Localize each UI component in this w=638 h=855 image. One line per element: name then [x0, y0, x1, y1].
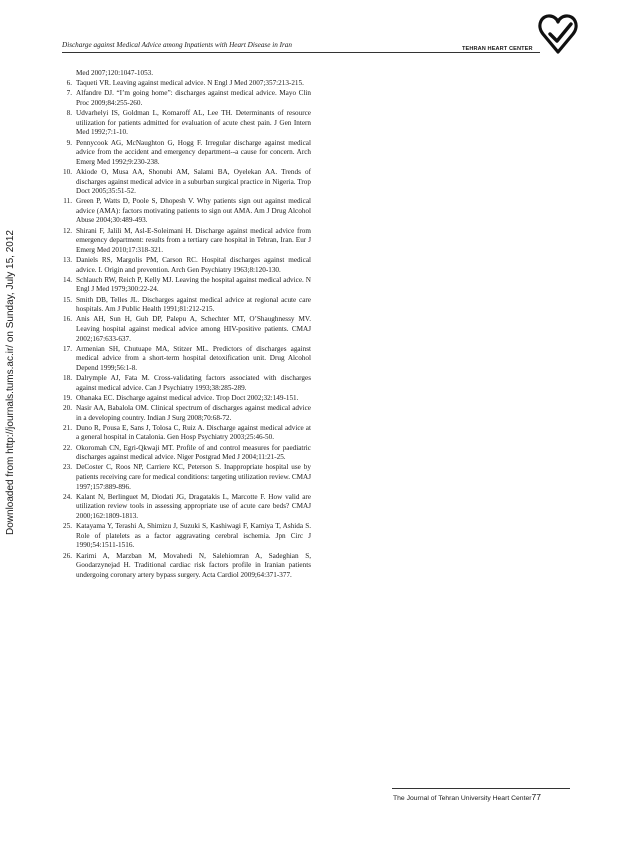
reference-number: 9. — [66, 138, 72, 147]
reference-text: Shirani F, Jalili M, Asl-E-Soleimani H. Discharge against medical advice from emergency department: results from a tertiary care hospital in Tehran, Iran. Eur J Emerg Med 2010;17:318-321. — [76, 226, 311, 254]
reference-number: 21. — [63, 423, 72, 432]
reference-item — [50, 552, 311, 581]
reference-text: Katayama Y, Terashi A, Shimizu J, Suzuki S, Kashiwagi F, Kamiya T, Ashida S. Role of platelets as a factor aggravating cerebral ischemia. Jpn Circ J 1990;54:1511-1516. — [76, 522, 311, 550]
reference-number: 16. — [63, 315, 72, 324]
reference-text: Anis AH, Sun H, Guh DP, Palepu A, Schechter MT, O’Shaughnessy MV. Leaving hospital against medical advice among HIV-positive patients. CMAJ 2002;167:633-637. — [76, 315, 311, 343]
reference-text: Ohanaka EC. Discharge against medical advice. Trop Doct 2002;32:149-151. — [76, 393, 299, 402]
center-label: TEHRAN HEART CENTER — [462, 46, 533, 52]
reference-text: Daniels RS, Margolis PM, Carson RC. Hospital discharges against medical advice. I. Origin and prevention. Arch Gen Psychiatry 1963;8:120-130. — [76, 256, 311, 274]
reference-number: 10. — [63, 167, 72, 176]
reference-item — [50, 256, 311, 275]
reference-list — [50, 69, 311, 581]
reference-item — [50, 89, 311, 108]
reference-item — [50, 197, 311, 226]
reference-number — [50, 69, 76, 79]
reference-text: Duno R, Pousa E, Sans J, Tolosa C, Ruiz A. Discharge against medical advice at a general hospital in Catalonia. Gen Hosp Psychiatry 2003;25:46-50. — [76, 423, 311, 442]
download-side-note: Downloaded from http://journals.tums.ac.ir/ on Sunday, July 15, 2012 — [5, 230, 16, 535]
reference-item — [50, 345, 311, 374]
reference-text: Alfandre DJ. “I’m going home”: discharges against medical advice. Mayo Clin Proc 2009;84:255-260. — [76, 89, 311, 107]
reference-item — [50, 404, 311, 423]
reference-item — [50, 444, 311, 463]
reference-number: 19. — [63, 393, 72, 402]
reference-number: 23. — [63, 463, 72, 472]
heart-check-logo-icon — [538, 12, 578, 56]
reference-item — [50, 296, 311, 315]
reference-item — [50, 493, 311, 522]
footer — [393, 792, 541, 802]
reference-text: Smith DB, Telles JL. Discharges against medical advice at regional acute care hospitals. Am J Public Health 1991;81:212-215. — [76, 295, 311, 314]
reference-number: 7. — [66, 89, 72, 98]
header-rule — [62, 52, 540, 53]
reference-number: 20. — [63, 404, 72, 413]
running-title: Discharge against Medical Advice among Inpatients with Heart Disease in Iran — [62, 41, 292, 49]
reference-item — [50, 463, 311, 492]
reference-number: 24. — [63, 492, 72, 501]
reference-number: 14. — [63, 275, 72, 284]
reference-number: 17. — [63, 344, 72, 353]
reference-number: 11. — [63, 197, 72, 206]
reference-text: Dalrymple AJ, Fata M. Cross-validating factors associated with discharges against medical advice. Can J Psychiatry 1993;38:285-289. — [76, 374, 311, 392]
reference-item — [50, 139, 311, 168]
reference-text: Armenian SH, Chutuape MA, Stitzer ML. Predictors of discharges against medical advice from a short-term hospital detoxification unit. Drug Alcohol Depend 1999;56:1-8. — [76, 344, 311, 372]
reference-item — [50, 276, 311, 295]
reference-text: Med 2007;120:1047-1053. — [76, 69, 154, 77]
reference-item — [50, 79, 311, 89]
reference-item — [50, 522, 311, 551]
reference-number: 22. — [63, 443, 72, 452]
reference-text: Udvarhelyi IS, Goldman L, Komaroff AL, Lee TH. Determinants of resource utilization for patients admitted for evaluation of acute chest pain. J Gen Intern Med 1992;7:1-10. — [76, 109, 311, 137]
reference-text: Akiode O, Musa AA, Shonubi AM, Salami BA, Oyelekan AA. Trends of discharges against medical advice in a suburban surgical practice in Nigeria. Trop Doct 2005;35:51-52. — [76, 167, 311, 196]
reference-number: 13. — [63, 256, 72, 265]
footer-rule — [392, 788, 570, 789]
reference-number: 6. — [66, 79, 72, 88]
reference-item — [50, 424, 311, 443]
reference-number: 15. — [63, 295, 72, 304]
reference-number: 18. — [63, 374, 72, 383]
reference-text: Nasir AA, Babalola OM. Clinical spectrum of discharges against medical advice in a developing country. Indian J Surg 2008;70:68-72. — [76, 404, 311, 422]
reference-text: Kalant N, Berlinguet M, Diodati JG, Dragatakis L, Marcotte F. How valid are utilization review tools in assessing appropriate use of acute care beds? CMAJ 2000;162:1809-1813. — [76, 492, 311, 520]
reference-item — [50, 69, 311, 79]
reference-item — [50, 394, 311, 404]
reference-text: Okoromah CN, Egri-Qkwaji MT. Profile of and control measures for paediatric discharges against medical advice. Niger Postgrad Med J 2004;11:21-25. — [76, 443, 311, 462]
reference-text: Schlauch RW, Reich P, Kelly MJ. Leaving the hospital against medical advice. N Engl J Med 1979;300:22-24. — [76, 275, 311, 294]
reference-number: 8. — [66, 109, 72, 118]
reference-text: DeCoster C, Roos NP, Carriere KC, Peterson S. Inappropriate hospital use by patients receiving care for medical conditions: targeting utilization review. CMAJ 1997;157:889-896. — [76, 463, 311, 491]
reference-number: 12. — [63, 226, 72, 235]
reference-item — [50, 374, 311, 393]
reference-item — [50, 227, 311, 256]
reference-text: Karimi A, Marzban M, Movahedi N, Salehiomran A, Sadeghian S, Goodarzynejad H. Traditional cardiac risk factors profile in Iranian patients undergoing coronary artery bypass surgery. Acta Cardiol 2009;64:371-377. — [76, 551, 311, 579]
reference-item — [50, 168, 311, 197]
journal-name: The Journal of Tehran University Heart Center — [393, 795, 532, 802]
page-number: 77 — [531, 792, 541, 802]
reference-number: 26. — [63, 551, 72, 560]
reference-number: 25. — [63, 522, 72, 531]
reference-text: Pennycook AG, McNaughton G, Hogg F. Irregular discharge against medical advice from the accident and emergency department--a cause for concern. Arch Emerg Med 1992;9:230-238. — [76, 138, 311, 166]
reference-text: Taqueti VR. Leaving against medical advice. N Engl J Med 2007;357:213-215. — [76, 79, 304, 88]
reference-item — [50, 109, 311, 138]
reference-text: Green P, Watts D, Poole S, Dhopesh V. Why patients sign out against medical advice (AMA): factors motivating patients to sign out AMA. Am J Drug Alcohol Abuse 2004;30:489-493. — [76, 197, 311, 225]
reference-item — [50, 315, 311, 344]
